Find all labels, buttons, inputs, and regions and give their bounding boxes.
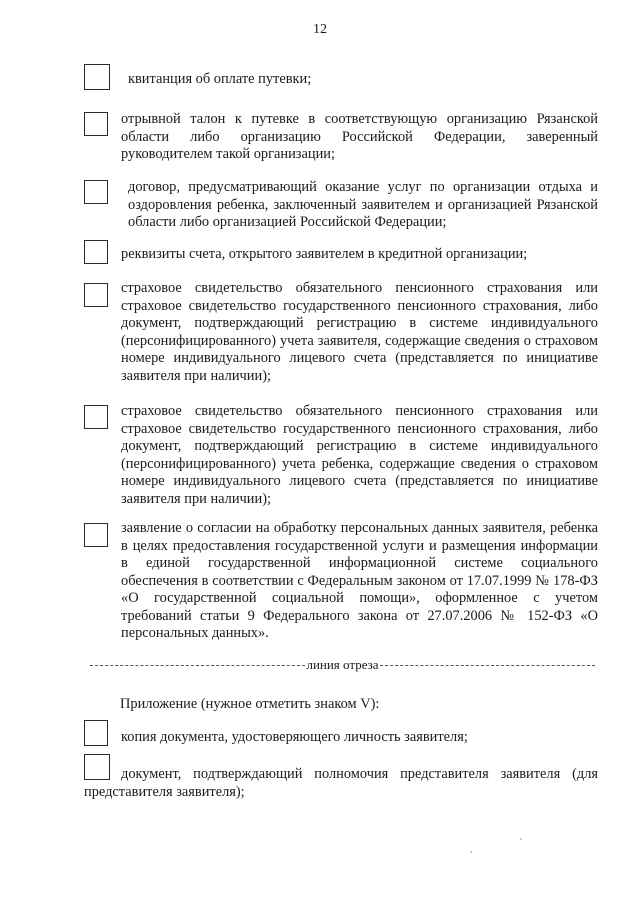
cut-line-dash-right bbox=[380, 665, 595, 666]
cut-line-dash-left bbox=[90, 665, 305, 666]
cut-line bbox=[90, 657, 595, 673]
appendix-heading: Приложение (нужное отметить знаком V): bbox=[120, 696, 380, 712]
checkbox[interactable] bbox=[84, 64, 110, 90]
checklist-item-text: страховое свидетельство обязательного пенсионного страхования или страховое свидетельство государственного пенсионного страхования, либо документ, подтверждающий регистрацию в системе индивидуального (персонифицированного) учета заявителя, содержащие сведения о страховом номере индивидуального лицевого счета (представляется по инициативе заявителя при наличии); bbox=[121, 280, 598, 384]
checkbox[interactable] bbox=[84, 112, 108, 136]
appendix-item-text: документ, подтверждающий полномочия представителя заявителя (для представителя заявителя); bbox=[84, 766, 598, 800]
checkbox[interactable] bbox=[84, 405, 108, 429]
checkbox[interactable] bbox=[84, 283, 108, 307]
checklist-item-text: договор, предусматривающий оказание услуг по организации отдыха и оздоровления ребенка, заключенный заявителем и организацией Рязанской области либо организацией Российской Федерации; bbox=[128, 179, 598, 230]
scan-speck bbox=[520, 838, 522, 840]
checkbox[interactable] bbox=[84, 523, 108, 547]
scan-speck bbox=[470, 851, 472, 853]
appendix-item-text: копия документа, удостоверяющего личность заявителя; bbox=[121, 729, 468, 745]
checkbox[interactable] bbox=[84, 720, 108, 746]
checkbox[interactable] bbox=[84, 180, 108, 204]
checkbox[interactable] bbox=[84, 240, 108, 264]
checklist-item-text: реквизиты счета, открытого заявителем в кредитной организации; bbox=[121, 246, 528, 262]
cut-line-label: линия отреза bbox=[306, 657, 379, 672]
checklist-item-text: страховое свидетельство обязательного пенсионного страхования или страховое свидетельство государственного пенсионного страхования, либо документ, подтверждающий регистрацию в системе индивидуального (персонифицированного) учета ребенка, содержащие сведения о страховом номере индивидуального лицевого счета (представляется по инициативе заявителя при наличии); bbox=[121, 403, 598, 507]
page-number: 12 bbox=[313, 22, 327, 37]
checklist-item-text: отрывной талон к путевке в соответствующую организацию Рязанской области либо организацию Российской Федерации, заверенный руководителем такой организации; bbox=[121, 111, 598, 162]
checklist-item-text: квитанция об оплате путевки; bbox=[128, 71, 312, 87]
checklist-item-text: заявление о согласии на обработку персональных данных заявителя, ребенка в целях предоставления государственной услуги и размещения информации в единой государственной информационной системе социального обеспечения в соответствии с Федеральным законом от 17.07.1999 № 178-ФЗ «О государственной социальной помощи», оформленное с учетом требований статьи 9 Федерального закона от 27.07.2006 № 152-ФЗ «О персональных данных». bbox=[121, 520, 598, 641]
